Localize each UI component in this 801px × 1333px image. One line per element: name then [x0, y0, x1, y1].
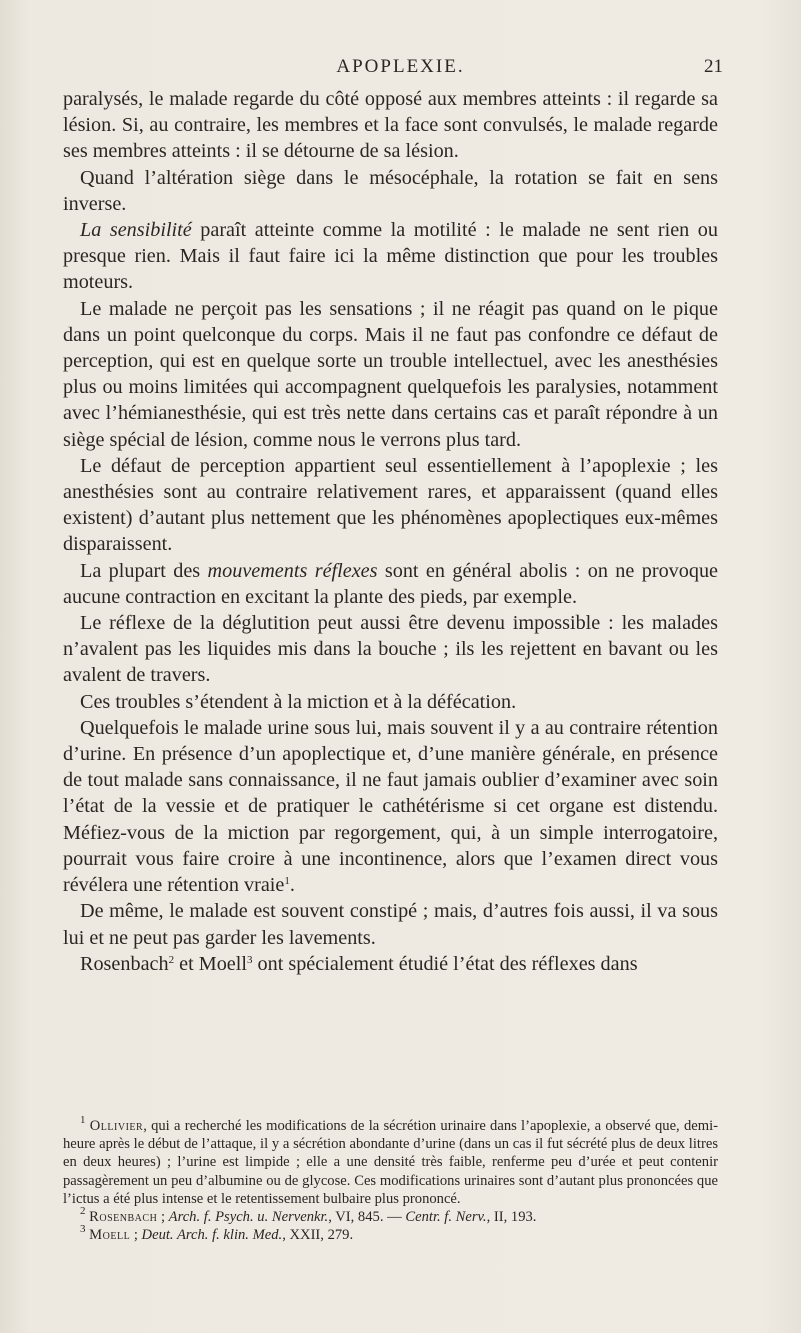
- footnote-text: , VI, 845. —: [328, 1209, 406, 1226]
- paragraph: [63, 86, 718, 165]
- italic-term: mouvements réflexes: [207, 559, 378, 582]
- paragraph: [63, 715, 718, 898]
- paragraph-text: Le défaut de perception appartient seul essentiellement à l’apoplexie ; les anesthésies sont au contraire relativement rares, et apparaissent (quand elles existent) d’autant plus nettement que les phénomènes apoplectiques eux-mêmes disparaissent.: [63, 454, 718, 556]
- footnote-ref[interactable]: 1: [284, 875, 290, 888]
- paragraph: [63, 610, 718, 689]
- paragraph: [63, 898, 718, 950]
- footnote-author: Rosenbach: [89, 1209, 158, 1226]
- paragraph: [63, 217, 718, 296]
- footnote-author: Ollivier: [89, 1118, 144, 1134]
- footnote-text: , qui a recherché les modifications de la sécrétion urinaire dans l’apoplexie, a observé que, demi-heure après le début de l’attaque, il y a sécrétion abondante d’urine (dans un cas il fut sécrété plus de deux litres en deux heures) ; l’urine est limpide ; elle a une densité très faible, renferme peu d’urée et peut contenir passagèrement un peu d’albumine ou de glycose. Ces modifications urinaires sont d’autant plus prononcées que l’ictus a été plus intense et le retentissement bulbaire plus prononcé.: [63, 1118, 718, 1207]
- paragraph-text: ont spécialement étudié l’état des réflexes dans: [252, 952, 638, 975]
- paragraph: [63, 453, 718, 558]
- footnote: [63, 1114, 718, 1208]
- footnote-mark: 1: [80, 1114, 86, 1126]
- paragraph-text: Quelquefois le malade urine sous lui, mais souvent il y a au contraire rétention d’urine. En présence d’un apoplectique et, d’une manière générale, en présence de tout malade sans connaissance, il ne faut jamais oublier d’examiner avec soin l’état de la vessie et de pratiquer le cathétérisme si cet organe est distendu. Méfiez-vous de la miction par regorgement, qui, à un simple interrogatoire, pourrait vous faire croire à une incontinence, alors que l’examen direct vous révélera une rétention vraie: [63, 716, 718, 897]
- footnotes: [63, 1114, 718, 1244]
- footnote-sep: ;: [130, 1227, 142, 1244]
- italic-lead: La sensibilité: [80, 219, 192, 242]
- paragraph-text: et Moell: [174, 952, 247, 975]
- paragraph: [63, 951, 718, 977]
- page-number: 21: [704, 56, 723, 77]
- paragraph-text: Le malade ne perçoit pas les sensations ; il ne réagit pas quand on le pique dans un point quelconque du corps. Mais il ne faut pas confondre ce défaut de perception, qui est en quelque sorte un trouble intellectuel, avec les anesthésies plus ou moins limitées qui accompagnent quelquefois les paralysies, notamment avec l’hémianesthésie, qui est très nette dans certains cas et paraît répondre à un siège spécial de lésion, comme nous le verrons plus tard.: [63, 297, 718, 451]
- footnote-journal: Arch. f. Psych. u. Nervenkr.: [168, 1209, 329, 1226]
- paragraph-text: paraît atteinte comme la motilité : le malade ne sent rien ou presque rien. Mais il faut faire ici la même distinction que pour les troubles moteurs.: [63, 219, 718, 294]
- footnote-mark: 3: [80, 1223, 86, 1236]
- paragraph: [63, 165, 718, 217]
- footnote-text: , XXII, 279.: [282, 1227, 354, 1244]
- paragraph-text: sont en général abolis : on ne provoque aucune contraction en excitant la plante des pieds, par exemple.: [63, 559, 718, 608]
- paragraph-text: Le réflexe de la déglutition peut aussi être devenu impossible : les malades n’avalent pas les liquides mis dans la bouche ; ils les rejettent en bavant ou les avalent de travers.: [63, 612, 718, 687]
- footnote: [63, 1223, 718, 1244]
- footnote-sep: ;: [157, 1209, 169, 1226]
- footnote-mark: 2: [80, 1205, 86, 1218]
- footnote-journal: Centr. f. Nerv.: [405, 1209, 487, 1226]
- paragraph-text: La plupart des: [80, 559, 208, 582]
- paragraph-text: De même, le malade est souvent constipé ; mais, d’autres fois aussi, il va sous lui et ne peut pas garder les lavements.: [63, 900, 718, 949]
- paragraph-text: Rosenbach: [80, 952, 169, 975]
- footnote: [63, 1205, 718, 1226]
- paragraph: [63, 689, 718, 715]
- paragraph: [63, 558, 718, 610]
- footnote-ref[interactable]: 2: [168, 953, 175, 966]
- paragraph-text: paralysés, le malade regarde du côté opposé aux membres atteints : il regarde sa lésion. Si, au contraire, les membres et la face sont convulsés, le malade regarde ses membres atteints : il se détourne de sa lésion.: [63, 88, 718, 163]
- footnote-ref[interactable]: 3: [246, 953, 253, 966]
- footnote-text: , II, 193.: [486, 1209, 537, 1226]
- paragraph: [63, 296, 718, 453]
- body-text: [63, 86, 718, 977]
- paragraph-text: .: [289, 874, 295, 897]
- footnote-author: Moell: [89, 1227, 131, 1244]
- running-title: APOPLEXIE.: [336, 56, 465, 77]
- page-header: [0, 56, 801, 82]
- footnote-journal: Deut. Arch. f. klin. Med.: [141, 1227, 283, 1244]
- paragraph-text: Ces troubles s’étendent à la miction et à la défécation.: [80, 690, 517, 713]
- paragraph-text: Quand l’altération siège dans le mésocéphale, la rotation se fait en sens inverse.: [63, 166, 718, 215]
